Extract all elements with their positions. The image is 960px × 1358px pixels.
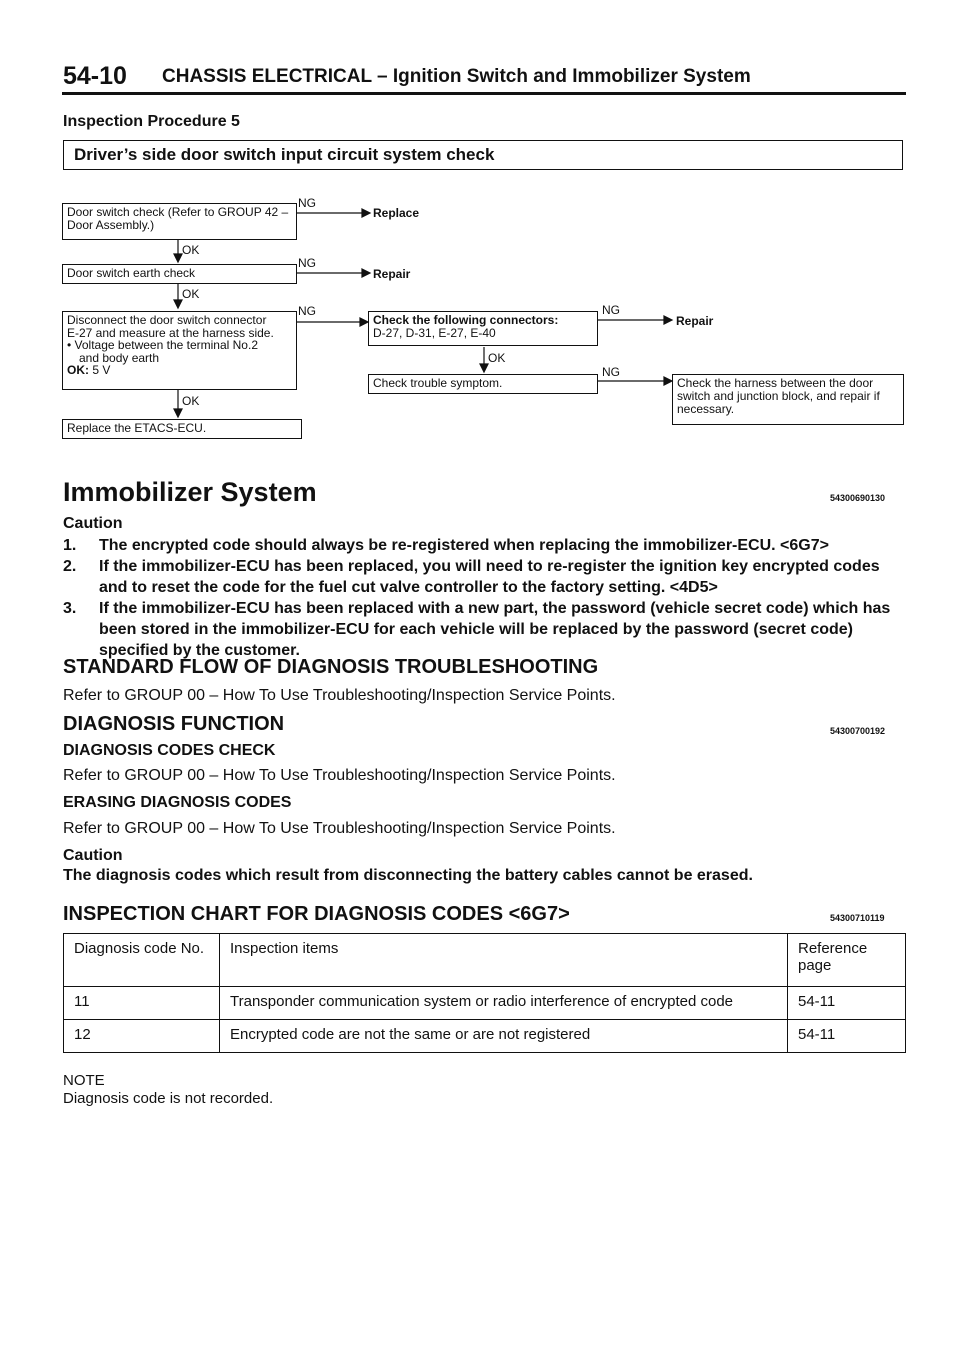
replace-etacs-box <box>62 419 302 439</box>
step2-ok-label: OK <box>182 287 200 301</box>
codes-check-heading: DIAGNOSIS CODES CHECK <box>63 742 276 759</box>
caution-item <box>63 535 908 557</box>
step2-ng-label: NG <box>298 256 316 270</box>
section-code: 54300690130 <box>830 493 886 503</box>
step1-ok-label: OK <box>182 243 200 257</box>
caution-number: 2. <box>63 558 77 575</box>
erasing-heading: ERASING DIAGNOSIS CODES <box>63 794 292 811</box>
check-connectors-box <box>368 311 598 346</box>
step3-ok-label: OK <box>182 394 200 408</box>
step3-ok-spec <box>67 364 292 377</box>
table-row <box>64 1020 906 1053</box>
section-title: Immobilizer System <box>63 477 317 507</box>
inspection-chart-table <box>63 933 906 1053</box>
note-text: Diagnosis code is not recorded. <box>63 1090 274 1107</box>
step3-line2: E-27 and measure at the harness side. <box>67 325 274 340</box>
table-cell: 54-11 <box>788 987 906 1020</box>
ok-spec-label: OK: <box>67 363 89 377</box>
codes-check-text: Refer to GROUP 00 – How To Use Troubleshooting/Inspection Service Points. <box>63 767 616 784</box>
table-cell: Transponder communication system or radio interference of encrypted code <box>220 987 788 1020</box>
door-switch-earth-check-box <box>62 264 297 284</box>
step1-ng-label: NG <box>298 196 316 210</box>
conn-list: D-27, D-31, E-27, E-40 <box>373 326 496 340</box>
conn-ok-label: OK <box>488 351 506 365</box>
door-switch-check-box <box>62 203 297 240</box>
standard-flow-text: Refer to GROUP 00 – How To Use Troubleshooting/Inspection Service Points. <box>63 687 616 704</box>
trouble-text: Check trouble symptom. <box>373 376 503 390</box>
door-switch-check-text: Door switch check (Refer to GROUP 42 – Door Assembly.) <box>67 205 289 232</box>
conn-ng-label: NG <box>602 303 620 317</box>
step3-line1: Disconnect the door switch connector <box>67 313 267 327</box>
trouble-ng-label: NG <box>602 365 620 379</box>
erasing-caution-label: Caution <box>63 847 123 864</box>
caution-text: The encrypted code should always be re-registered when replacing the immobilizer-ECU. <6G7> <box>99 537 829 554</box>
caution-item <box>63 598 908 662</box>
page-title: CHASSIS ELECTRICAL – Ignition Switch and Immobilizer System <box>162 66 751 87</box>
step2-ng-action: Repair <box>373 267 411 281</box>
disconnect-measure-box <box>62 311 297 390</box>
check-title: Driver’s side door switch input circuit system check <box>74 145 495 164</box>
standard-flow-heading: STANDARD FLOW OF DIAGNOSIS TROUBLESHOOTING <box>63 656 599 678</box>
check-trouble-box <box>368 374 598 394</box>
replace-etacs-text: Replace the ETACS-ECU. <box>67 421 207 435</box>
ok-spec-value: 5 V <box>92 363 111 377</box>
column-header: Reference page <box>788 934 906 987</box>
erasing-text: Refer to GROUP 00 – How To Use Troubleshooting/Inspection Service Points. <box>63 820 616 837</box>
conn-ng-action: Repair <box>676 314 714 328</box>
caution-item <box>63 556 908 600</box>
table-header-row <box>64 934 906 987</box>
table-cell: 12 <box>64 1020 220 1053</box>
caution-label: Caution <box>63 515 123 532</box>
diagnosis-function-heading: DIAGNOSIS FUNCTION <box>63 713 285 735</box>
caution-number: 3. <box>63 600 77 617</box>
caution-text: If the immobilizer-ECU has been replaced, you will need to re-register the ignition key encrypted codes and to reset the code for the fuel cut valve controller to the factory setting. <4D5> <box>99 558 880 596</box>
page-number: 54-10 <box>63 62 127 90</box>
column-header: Diagnosis code No. <box>64 934 220 987</box>
harness-text: Check the harness between the door switch and junction block, and repair if necessary. <box>677 376 880 416</box>
step1-ng-action: Replace <box>373 206 420 220</box>
step3-line4: and body earth <box>79 350 160 365</box>
table-cell: Encrypted code are not the same or are not registered <box>220 1020 788 1053</box>
erasing-caution-text: The diagnosis codes which result from disconnecting the battery cables cannot be erased. <box>63 867 753 884</box>
inspection-chart-heading: INSPECTION CHART FOR DIAGNOSIS CODES <6G7> <box>63 903 570 925</box>
diagnosis-function-code: 54300700192 <box>830 726 886 736</box>
step3-ng-label: NG <box>298 304 316 318</box>
column-header: Inspection items <box>220 934 788 987</box>
caution-text: If the immobilizer-ECU has been replaced with a new part, the password (vehicle secret code) which has been stored in the immobilizer-ECU for each vehicle will be replaced by the password (secret code) specified by the customer. <box>99 600 891 659</box>
step3-bullet: • Voltage between the terminal No.2 <box>67 338 258 352</box>
check-harness-box <box>672 374 904 425</box>
procedure-title: Inspection Procedure 5 <box>63 113 240 130</box>
table-cell: 54-11 <box>788 1020 906 1053</box>
note-label: NOTE <box>63 1072 105 1089</box>
table-cell: 11 <box>64 987 220 1020</box>
table-row <box>64 987 906 1020</box>
caution-number: 1. <box>63 537 77 554</box>
conn-title: Check the following connectors: <box>373 313 559 327</box>
door-switch-earth-check-text: Door switch earth check <box>67 266 196 280</box>
inspection-chart-code: 54300710119 <box>830 913 885 923</box>
